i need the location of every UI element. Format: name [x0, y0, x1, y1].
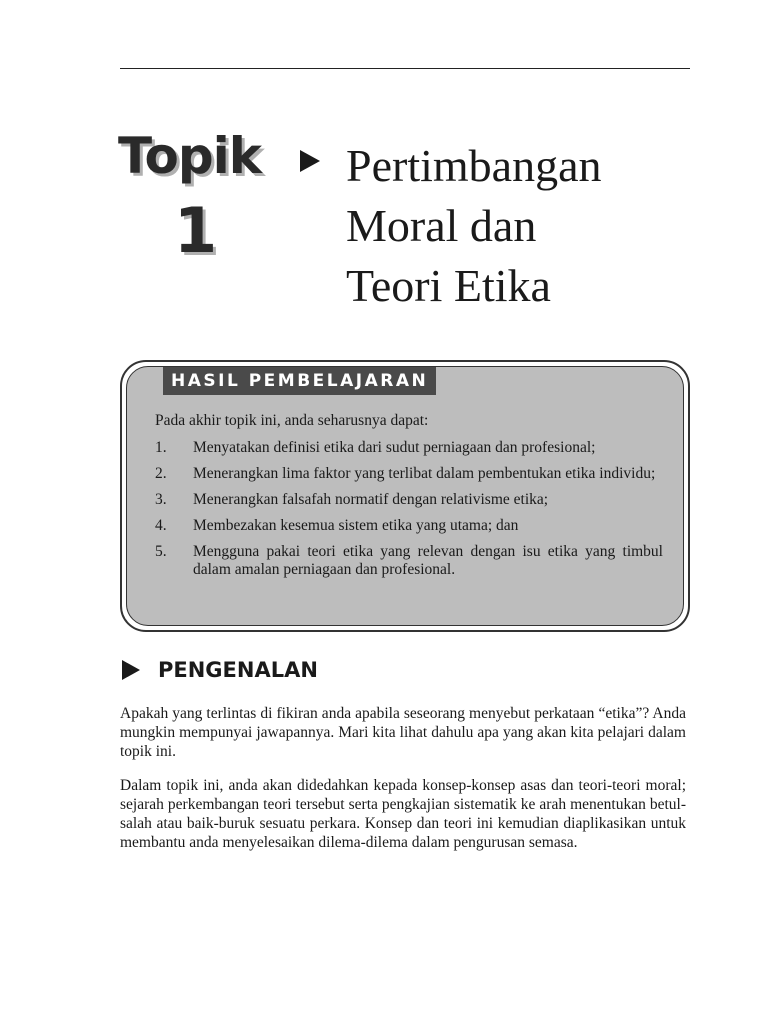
section-heading: PENGENALAN	[158, 658, 318, 682]
list-item	[155, 491, 663, 509]
list-item-number: 4.	[155, 517, 167, 534]
top-rule	[120, 68, 690, 69]
list-item-number: 2.	[155, 465, 167, 482]
chapter-title-line: Moral dan	[346, 200, 537, 251]
list-item-text: Menerangkan lima faktor yang terlibat dalam pembentukan etika individu;	[193, 465, 656, 482]
learning-outcomes-box	[120, 360, 690, 632]
learning-outcomes-intro: Pada akhir topik ini, anda seharusnya dapat:	[155, 412, 429, 429]
list-item-number: 5.	[155, 543, 167, 560]
title-arrow-icon	[300, 150, 320, 172]
intro-paragraph: Dalam topik ini, anda akan didedahkan kepada konsep-konsep asas dan teori-teori moral; sejarah perkembangan teori tersebut serta pengkajian sistematik ke arah menentukan betul-salah atau baik-buruk sesuatu perkara. Konsep dan teori ini kemudian diaplikasikan untuk membantu anda menyelesaikan dilema-dilema dalam pengurusan semasa.	[120, 777, 686, 851]
list-item-number: 3.	[155, 491, 167, 508]
intro-paragraph: Apakah yang terlintas di fikiran anda apabila seseorang menyebut perkataan “etika”? Anda mungkin mempunyai jawapannya. Mari kita lihat dahulu apa yang akan kita pelajari dalam topik ini.	[120, 705, 686, 760]
list-item-text: Menyatakan definisi etika dari sudut perniagaan dan profesional;	[193, 439, 596, 456]
list-item-text: Menerangkan falsafah normatif dengan relativisme etika;	[193, 491, 549, 508]
learning-outcomes-heading: HASIL PEMBELAJARAN	[163, 367, 436, 395]
topic-label: Topik	[118, 127, 261, 185]
list-item	[155, 439, 663, 457]
list-item-text: Membezakan kesemua sistem etika yang utama; dan	[193, 517, 519, 534]
list-item	[155, 543, 663, 579]
chapter-title-line: Pertimbangan	[346, 140, 602, 191]
topic-number: 1	[174, 194, 218, 267]
section-arrow-icon	[122, 660, 140, 680]
list-item-number: 1.	[155, 439, 167, 456]
list-item	[155, 517, 663, 535]
chapter-title-line: Teori Etika	[346, 260, 551, 311]
list-item	[155, 465, 663, 483]
chapter-title	[346, 136, 706, 316]
list-item-text: Mengguna pakai teori etika yang relevan dengan isu etika yang timbul dalam amalan perniagaan dan profesional.	[193, 543, 663, 578]
learning-outcomes-panel	[126, 366, 684, 626]
learning-outcomes-list	[155, 439, 663, 587]
